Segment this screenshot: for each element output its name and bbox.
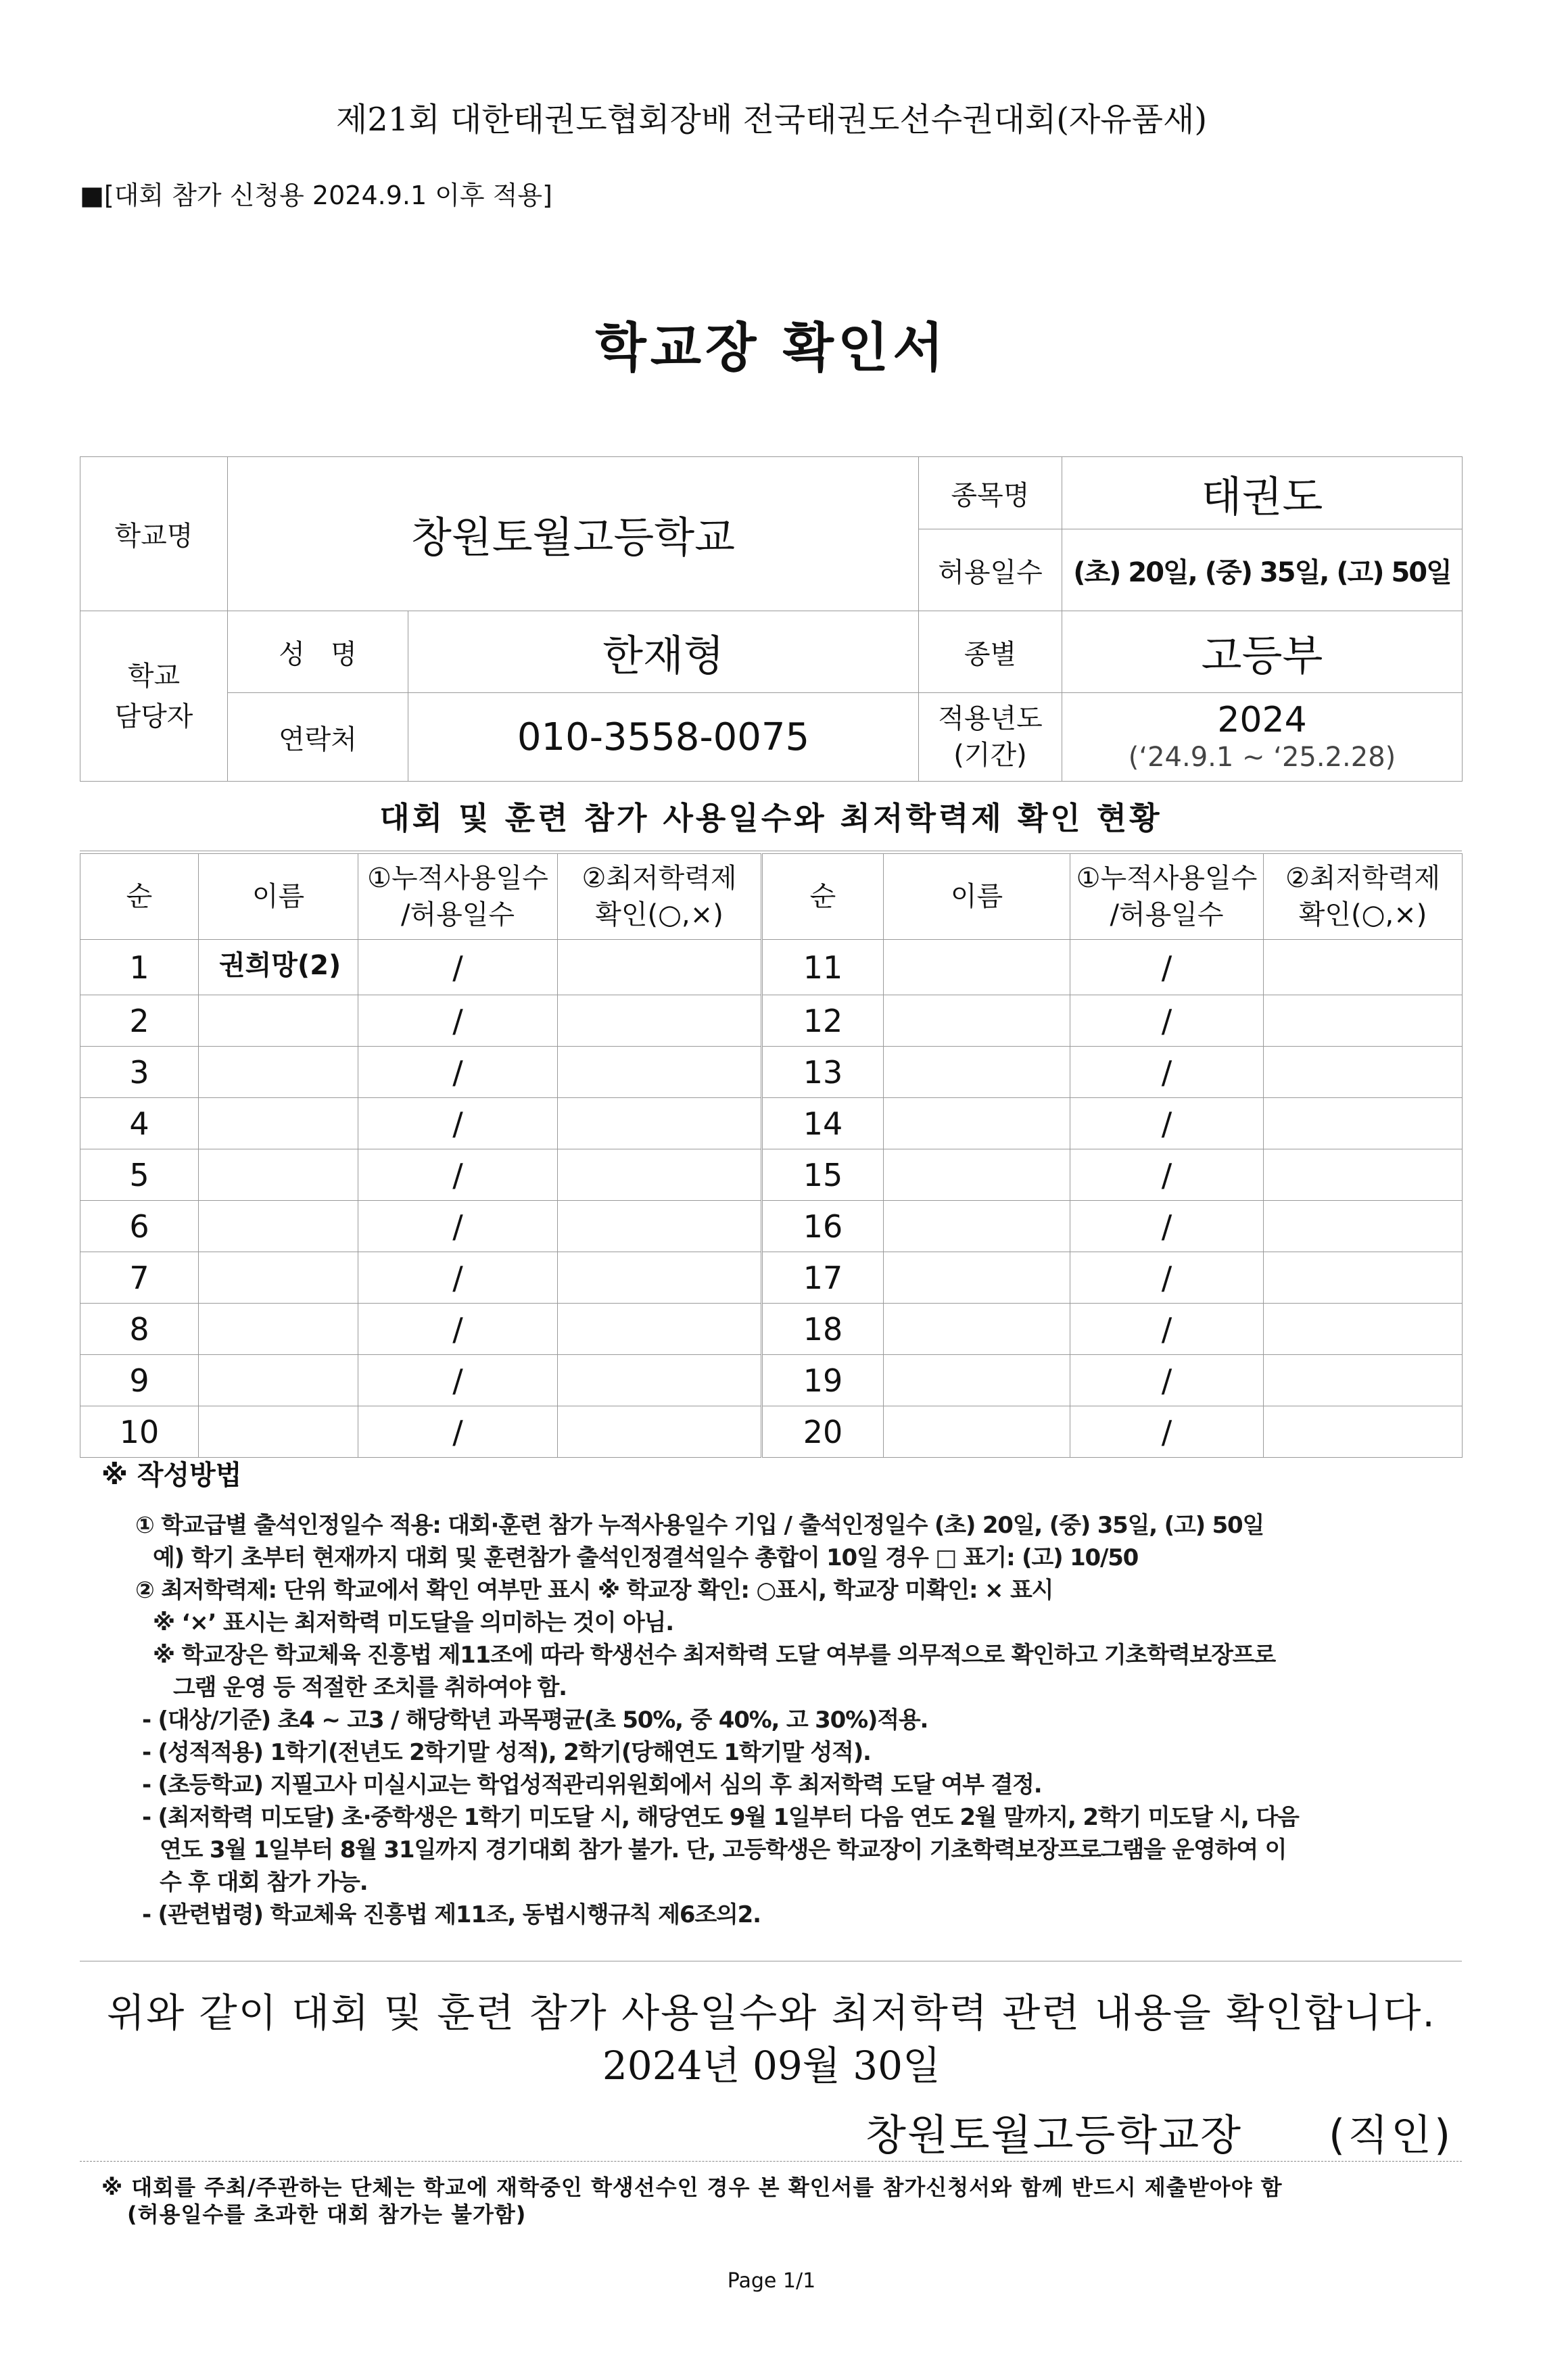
school-name-label: 학교명 — [80, 457, 228, 611]
row-days: / — [358, 940, 558, 995]
table-row — [80, 1406, 1463, 1458]
table-header-row — [80, 854, 1463, 940]
method-line: - (성적적용) 1학기(전년도 2학기말 성적), 2학기(당해연도 1학기말 성적). — [142, 1739, 871, 1766]
row-days: / — [358, 1149, 558, 1201]
row-name — [884, 1252, 1070, 1304]
year-period: (‘24.9.1 ~ ‘25.2.28) — [1128, 742, 1396, 773]
row-days: / — [1070, 1201, 1264, 1252]
row-days: / — [1070, 995, 1264, 1047]
year-cell — [1062, 693, 1463, 782]
method-line: ① 학교급별 출석인정일수 적용: 대회·훈련 참가 누적사용일수 기입 / 출석인정일수 (초) 20일, (중) 35일, (고) 50일 — [135, 1512, 1264, 1539]
header-no: 순 — [80, 854, 199, 940]
school-info-table — [80, 456, 1463, 782]
row-days: / — [1070, 1406, 1264, 1458]
row-days: / — [1070, 1304, 1264, 1355]
row-check — [558, 1201, 762, 1252]
row-name — [884, 1406, 1070, 1458]
notice-line: ■[대회 참가 신청용 2024.9.1 이후 적용] — [80, 181, 552, 210]
category-label: 종별 — [919, 611, 1062, 693]
row-check — [558, 940, 762, 995]
row-check — [558, 1355, 762, 1406]
row-check — [558, 1252, 762, 1304]
row-days: / — [358, 1406, 558, 1458]
method-line: - (대상/기준) 초4 ~ 고3 / 해당학년 과목평균(초 50%, 중 40%, 고 30%)적용. — [142, 1707, 928, 1734]
row-no: 8 — [80, 1304, 199, 1355]
contact-label: 연락처 — [228, 693, 408, 782]
year-label: 적용년도 (기간) — [919, 693, 1062, 782]
row-name — [884, 1149, 1070, 1201]
row-no: 9 — [80, 1355, 199, 1406]
row-check — [558, 1149, 762, 1201]
row-name — [884, 1098, 1070, 1149]
row-name — [884, 1355, 1070, 1406]
row-name — [199, 1304, 358, 1355]
header-academic: ②최저학력제 확인(○,×) — [1264, 854, 1463, 940]
row-check — [558, 995, 762, 1047]
method-line: ② 최저학력제: 단위 학교에서 확인 여부만 표시 ※ 학교장 확인: ○표시, 학교장 미확인: × 표시 — [135, 1577, 1053, 1604]
row-days: / — [358, 995, 558, 1047]
method-line: 연도 3월 1일부터 8월 31일까지 경기대회 참가 불가. 단, 고등학생은 학교장이 기초학력보장프로그램을 운영하여 이 — [160, 1836, 1287, 1863]
row-name — [884, 1304, 1070, 1355]
attendance-table — [80, 853, 1463, 1458]
method-line: - (초등학교) 지필고사 미실시교는 학업성적관리위원회에서 심의 후 최저학력 도달 여부 결정. — [142, 1771, 1042, 1799]
method-line: 수 후 대회 참가 가능. — [160, 1869, 368, 1896]
row-name — [199, 995, 358, 1047]
row-check — [558, 1047, 762, 1098]
header-name: 이름 — [199, 854, 358, 940]
header-name: 이름 — [884, 854, 1070, 940]
row-days: / — [358, 1098, 558, 1149]
table-row — [80, 1047, 1463, 1098]
row-name — [199, 1355, 358, 1406]
row-no: 1 — [80, 940, 199, 995]
row-days: / — [1070, 1149, 1264, 1201]
row-no: 6 — [80, 1201, 199, 1252]
allowed-days-value: (초) 20일, (중) 35일, (고) 50일 — [1062, 529, 1463, 611]
row-days: / — [1070, 940, 1264, 995]
row-check — [1264, 1047, 1463, 1098]
manager-name-value: 한재형 — [408, 611, 919, 693]
row-name — [199, 1252, 358, 1304]
principal-title: 창원토월고등학교장 — [865, 2110, 1243, 2160]
row-no: 15 — [762, 1149, 884, 1201]
row-no: 12 — [762, 995, 884, 1047]
name-label: 성 명 — [228, 611, 408, 693]
row-no: 11 — [762, 940, 884, 995]
footer-note: ※ 대회를 주최/주관하는 단체는 학교에 재학중인 학생선수인 경우 본 확인서를 참가신청서와 함께 반드시 제출받아야 함 — [101, 2174, 1283, 2200]
method-line: ※ 학교장은 학교체육 진흥법 제11조에 따라 학생선수 최저학력 도달 여부를 의무적으로 확인하고 기초학력보장프로 — [153, 1642, 1276, 1669]
row-days: / — [358, 1355, 558, 1406]
table-row — [80, 1201, 1463, 1252]
row-no: 2 — [80, 995, 199, 1047]
allowed-days-label: 허용일수 — [919, 529, 1062, 611]
row-check — [1264, 1304, 1463, 1355]
row-no: 4 — [80, 1098, 199, 1149]
row-check — [1264, 1098, 1463, 1149]
document-title: 학교장 확인서 — [595, 318, 948, 379]
contact-value: 010-3558-0075 — [408, 693, 919, 782]
row-check — [1264, 1406, 1463, 1458]
row-no: 18 — [762, 1304, 884, 1355]
row-check — [558, 1406, 762, 1458]
row-days: / — [1070, 1252, 1264, 1304]
row-name — [199, 1149, 358, 1201]
table-row — [80, 995, 1463, 1047]
row-days: / — [1070, 1098, 1264, 1149]
confirmation-text: 위와 같이 대회 및 훈련 참가 사용일수와 최저학력 관련 내용을 확인합니다. — [107, 1990, 1436, 2036]
row-name — [884, 1047, 1070, 1098]
row-no: 19 — [762, 1355, 884, 1406]
row-days: / — [358, 1252, 558, 1304]
sport-label: 종목명 — [919, 457, 1062, 529]
row-days: / — [358, 1047, 558, 1098]
row-check — [558, 1098, 762, 1149]
row-name — [199, 1098, 358, 1149]
divider — [80, 2161, 1462, 2162]
row-no: 14 — [762, 1098, 884, 1149]
table-row — [80, 940, 1463, 995]
table-row — [80, 1252, 1463, 1304]
method-line: - (관련법령) 학교체육 진흥법 제11조, 동법시행규칙 제6조의2. — [142, 1901, 761, 1928]
header-cumulative: ①누적사용일수 /허용일수 — [358, 854, 558, 940]
row-no: 3 — [80, 1047, 199, 1098]
method-title: ※ 작성방법 — [101, 1460, 242, 1491]
row-days: / — [358, 1201, 558, 1252]
row-no: 7 — [80, 1252, 199, 1304]
row-check — [1264, 1149, 1463, 1201]
table-row — [80, 1355, 1463, 1406]
manager-label: 학교 담당자 — [80, 611, 228, 782]
row-check — [1264, 940, 1463, 995]
row-days: / — [358, 1304, 558, 1355]
method-line: 예) 학기 초부터 현재까지 대회 및 훈련참가 출석인정결석일수 총합이 10일 경우 □ 표기: (고) 10/50 — [153, 1544, 1139, 1571]
footer-note: (허용일수를 초과한 대회 참가는 불가함) — [127, 2202, 527, 2227]
category-value: 고등부 — [1062, 611, 1463, 693]
row-name — [199, 1047, 358, 1098]
row-days: / — [1070, 1355, 1264, 1406]
row-check — [558, 1304, 762, 1355]
row-name — [884, 1201, 1070, 1252]
method-line: 그램 운영 등 적절한 조치를 취하여야 함. — [173, 1674, 567, 1701]
row-no: 10 — [80, 1406, 199, 1458]
confirmation-date: 2024년 09월 30일 — [602, 2043, 941, 2089]
table-row — [80, 1149, 1463, 1201]
row-name: 권희망(2) — [199, 940, 358, 995]
section-heading: 대회 및 훈련 참가 사용일수와 최저학력제 확인 현황 — [379, 800, 1162, 836]
row-name — [884, 940, 1070, 995]
header-academic: ②최저학력제 확인(○,×) — [558, 854, 762, 940]
row-no: 16 — [762, 1201, 884, 1252]
sport-value: 태권도 — [1062, 457, 1463, 529]
year-value: 2024 — [1217, 700, 1307, 740]
row-name — [884, 995, 1070, 1047]
row-no: 17 — [762, 1252, 884, 1304]
row-check — [1264, 995, 1463, 1047]
row-no: 13 — [762, 1047, 884, 1098]
row-name — [199, 1201, 358, 1252]
table-row — [80, 1098, 1463, 1149]
row-check — [1264, 1355, 1463, 1406]
table-row — [80, 1304, 1463, 1355]
header-cumulative: ①누적사용일수 /허용일수 — [1070, 854, 1264, 940]
row-check — [1264, 1201, 1463, 1252]
event-title: 제21회 대한태권도협회장배 전국태권도선수권대회(자유품새) — [335, 101, 1208, 139]
row-name — [199, 1406, 358, 1458]
row-days: / — [1070, 1047, 1264, 1098]
header-no: 순 — [762, 854, 884, 940]
method-line: ※ ‘×’ 표시는 최저학력 미도달을 의미하는 것이 아님. — [153, 1609, 673, 1636]
row-no: 20 — [762, 1406, 884, 1458]
school-name-value: 창원토월고등학교 — [228, 457, 919, 611]
method-line: - (최저학력 미도달) 초·중학생은 1학기 미도달 시, 해당연도 9월 1일부터 다음 연도 2월 말까지, 2학기 미도달 시, 다음 — [142, 1804, 1299, 1831]
row-check — [1264, 1252, 1463, 1304]
row-no: 5 — [80, 1149, 199, 1201]
page-number: Page 1/1 — [727, 2269, 816, 2293]
seal-label: (직인) — [1329, 2110, 1454, 2160]
